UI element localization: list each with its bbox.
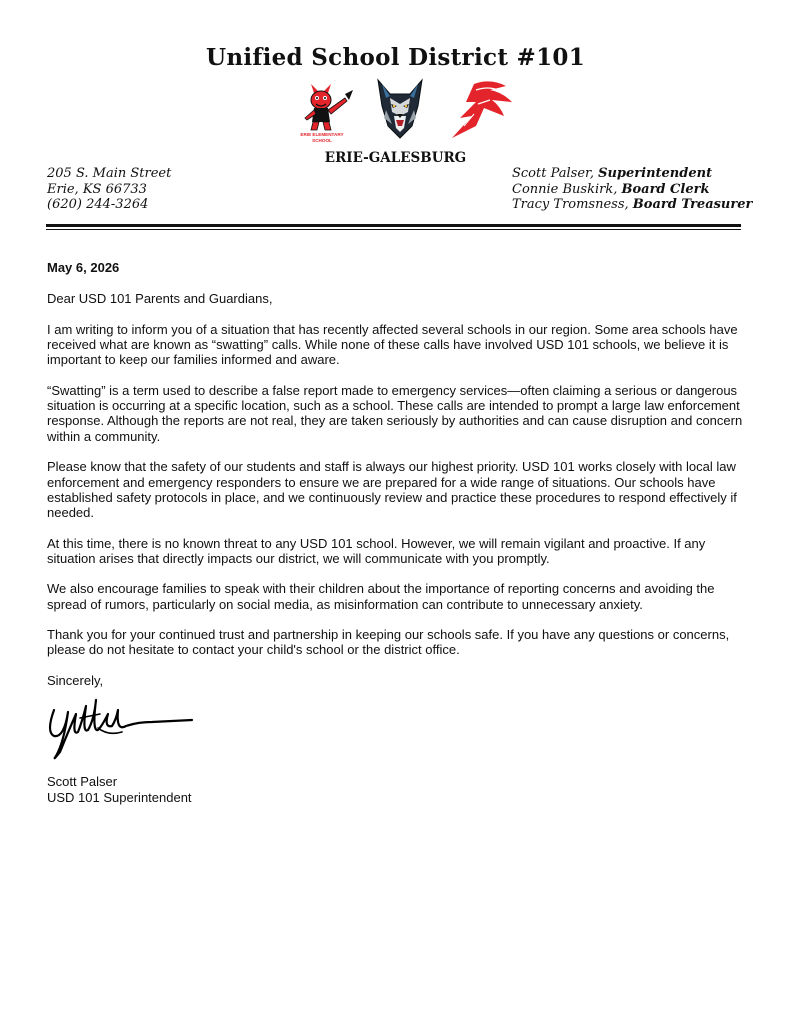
svg-text:ERIE ELEMENTARY: ERIE ELEMENTARY bbox=[300, 132, 344, 137]
district-title: Unified School District #101 bbox=[205, 44, 586, 71]
header-divider-thick bbox=[46, 224, 741, 227]
logo-row bbox=[0, 76, 791, 146]
signer-name: Scott Palser bbox=[47, 774, 118, 789]
staff-role: Superintendent bbox=[598, 166, 713, 181]
district-subtitle: ERIE-GALESBURG bbox=[324, 150, 467, 166]
signer-block bbox=[47, 774, 192, 805]
signer-title: USD 101 Superintendent bbox=[47, 789, 192, 805]
letter-paragraph: Thank you for your continued trust and partnership in keeping our schools safe. If you have any questions or concerns, please do not hesitate to contact your child's school or the district office. bbox=[47, 627, 730, 658]
erie-elementary-devil-logo bbox=[297, 76, 357, 146]
staff-superintendent bbox=[512, 166, 752, 182]
staff-role: Board Treasurer bbox=[632, 197, 753, 212]
address-street: 205 S. Main Street bbox=[47, 166, 172, 181]
letter-salutation: Dear USD 101 Parents and Guardians, bbox=[47, 291, 273, 307]
handwritten-signature bbox=[42, 692, 202, 764]
address-city: Erie, KS 66733 bbox=[47, 181, 147, 197]
letter-paragraph: Please know that the safety of our students and staff is always our highest priority. USD 101 works closely with local law enforcement and emergency responders to ensure we are prepared for a wide range of situations. Our schools have established safety protocols in place, and we continuously review and practice these procedures to respond effectively if needed. bbox=[47, 459, 737, 521]
letter-paragraph: At this time, there is no known threat to any USD 101 school. However, we will remain vigilant and proactive. If any situation arises that directly impacts our district, we will communicate with you promptly. bbox=[47, 535, 706, 566]
letter-paragraph: We also encourage families to speak with their children about the importance of reporting concerns and avoiding the spread of rumors, particularly on social media, as misinformation can contribute to unnecessary anxiety. bbox=[47, 581, 715, 612]
staff-name: Scott Palser, bbox=[512, 166, 594, 181]
letter-paragraph: I am writing to inform you of a situation that has recently affected several schools in our region. Some area schools have received what are known as “swatting” calls. While none of these calls have involved USD 101 schools, we believe it is important to keep our families informed and aware. bbox=[47, 321, 738, 368]
staff-role: Board Clerk bbox=[621, 181, 710, 197]
staff-name: Connie Buskirk, bbox=[512, 181, 618, 197]
red-lightning-logo bbox=[446, 76, 516, 140]
staff-board-clerk bbox=[512, 182, 752, 198]
district-staff bbox=[512, 166, 752, 213]
letter-body bbox=[47, 260, 747, 703]
staff-board-treasurer bbox=[512, 197, 752, 213]
staff-name: Tracy Tromsness, bbox=[512, 197, 629, 212]
wolf-head-logo bbox=[372, 76, 428, 142]
letter-closing: Sincerely, bbox=[47, 672, 104, 688]
header-divider-thin bbox=[46, 229, 741, 230]
district-address bbox=[47, 166, 171, 213]
letter-paragraph: “Swatting” is a term used to describe a false report made to emergency services—often claiming a serious or dangerous situation is occurring at a specific location, such as a school. These calls are intended to prompt a large law enforcement response. Although the reports are not real, they are taken seriously by authorities and can cause disruption and concern within a community. bbox=[47, 382, 743, 444]
svg-text:SCHOOL: SCHOOL bbox=[312, 138, 332, 143]
letter-date: May 6, 2026 bbox=[47, 260, 120, 275]
address-phone: (620) 244-3264 bbox=[47, 197, 149, 212]
